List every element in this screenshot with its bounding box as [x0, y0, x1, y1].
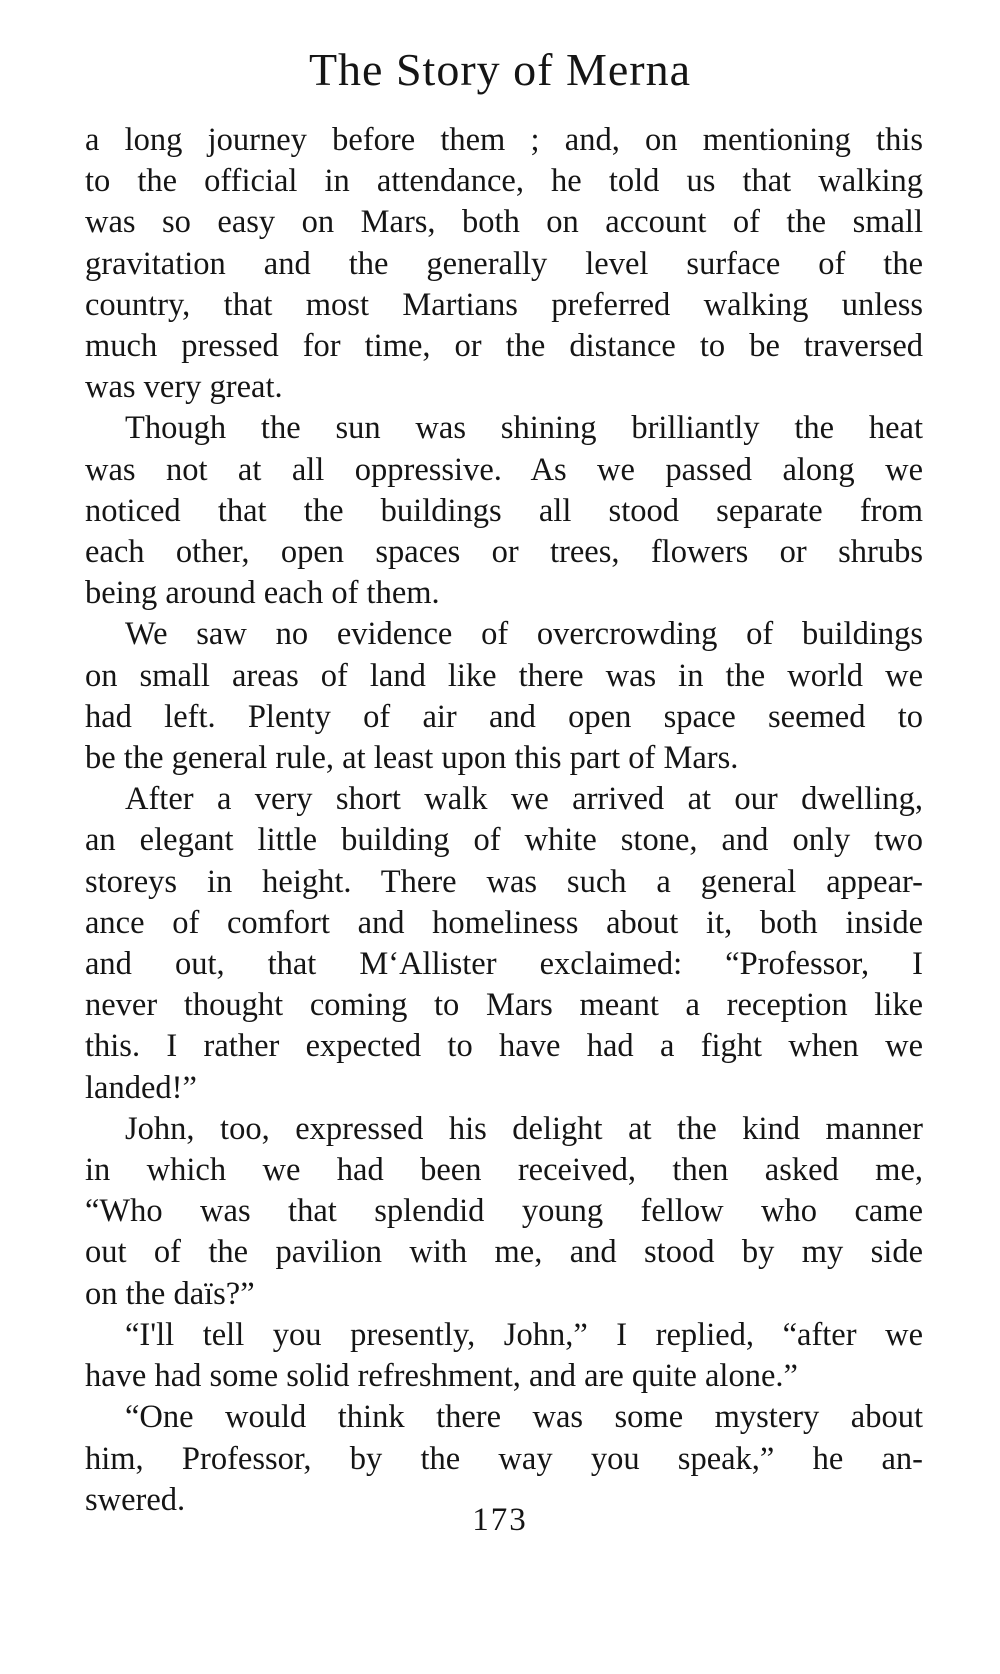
text-line: ance of comfort and homeliness about it, both inside — [85, 904, 923, 941]
text-line: country, that most Martians preferred walking unless — [85, 286, 923, 323]
text-line: out of the pavilion with me, and stood by my side — [85, 1234, 923, 1271]
text-line: to the official in attendance, he told us that walking — [85, 163, 923, 200]
text-line: him, Professor, by the way you speak,” he an- — [85, 1440, 923, 1477]
text-line: and out, that M‘Allister exclaimed: “Professor, I — [85, 946, 923, 983]
text-line: be the general rule, at least upon this part of Mars. — [85, 740, 739, 777]
text-line: landed!” — [85, 1069, 197, 1106]
running-head: The Story of Merna — [308, 44, 692, 95]
page-number: 173 — [472, 1502, 528, 1538]
paragraph — [85, 779, 923, 1109]
paragraph — [85, 1315, 923, 1397]
text-line: We saw no evidence of overcrowding of buildings — [125, 616, 923, 653]
text-line: have had some solid refreshment, and are quite alone.” — [85, 1358, 798, 1395]
paragraph — [85, 614, 923, 779]
text-line: John, too, expressed his delight at the kind manner — [125, 1110, 923, 1147]
text-line: was not at all oppressive. As we passed along we — [85, 451, 923, 488]
text-line: on small areas of land like there was in the world we — [85, 657, 923, 694]
text-line: on the daïs?” — [85, 1275, 255, 1312]
text-line: was very great. — [85, 369, 283, 406]
text-line: being around each of them. — [85, 575, 440, 612]
text-line: storeys in height. There was such a general appear- — [85, 863, 923, 900]
text-line: gravitation and the generally level surface of the — [85, 245, 923, 282]
text-line: Though the sun was shining brilliantly the heat — [125, 410, 923, 447]
text-line: much pressed for time, or the distance to be traversed — [85, 328, 923, 365]
text-line: “I'll tell you presently, John,” I replied, “after we — [125, 1316, 923, 1353]
text-line: “Who was that splendid young fellow who came — [85, 1193, 923, 1230]
text-line: had left. Plenty of air and open space seemed to — [85, 698, 923, 735]
paragraph — [85, 120, 923, 408]
text-line: in which we had been received, then asked me, — [85, 1152, 923, 1189]
text-line: never thought coming to Mars meant a reception like — [85, 987, 923, 1024]
text-line: swered. — [85, 1481, 186, 1518]
text-line: was so easy on Mars, both on account of the small — [85, 204, 923, 241]
text-line: After a very short walk we arrived at our dwelling, — [125, 781, 923, 818]
text-line: a long journey before them ; and, on mentioning this — [85, 122, 923, 158]
text-line: each other, open spaces or trees, flowers or shrubs — [85, 534, 923, 571]
body-text — [85, 120, 923, 1521]
paragraph — [85, 1109, 923, 1315]
text-line: this. I rather expected to have had a fight when we — [85, 1028, 923, 1065]
text-line: “One would think there was some mystery about — [125, 1399, 923, 1436]
text-line: noticed that the buildings all stood separate from — [85, 492, 923, 529]
paragraph — [85, 408, 923, 614]
text-line: an elegant little building of white stone, and only two — [85, 822, 923, 859]
